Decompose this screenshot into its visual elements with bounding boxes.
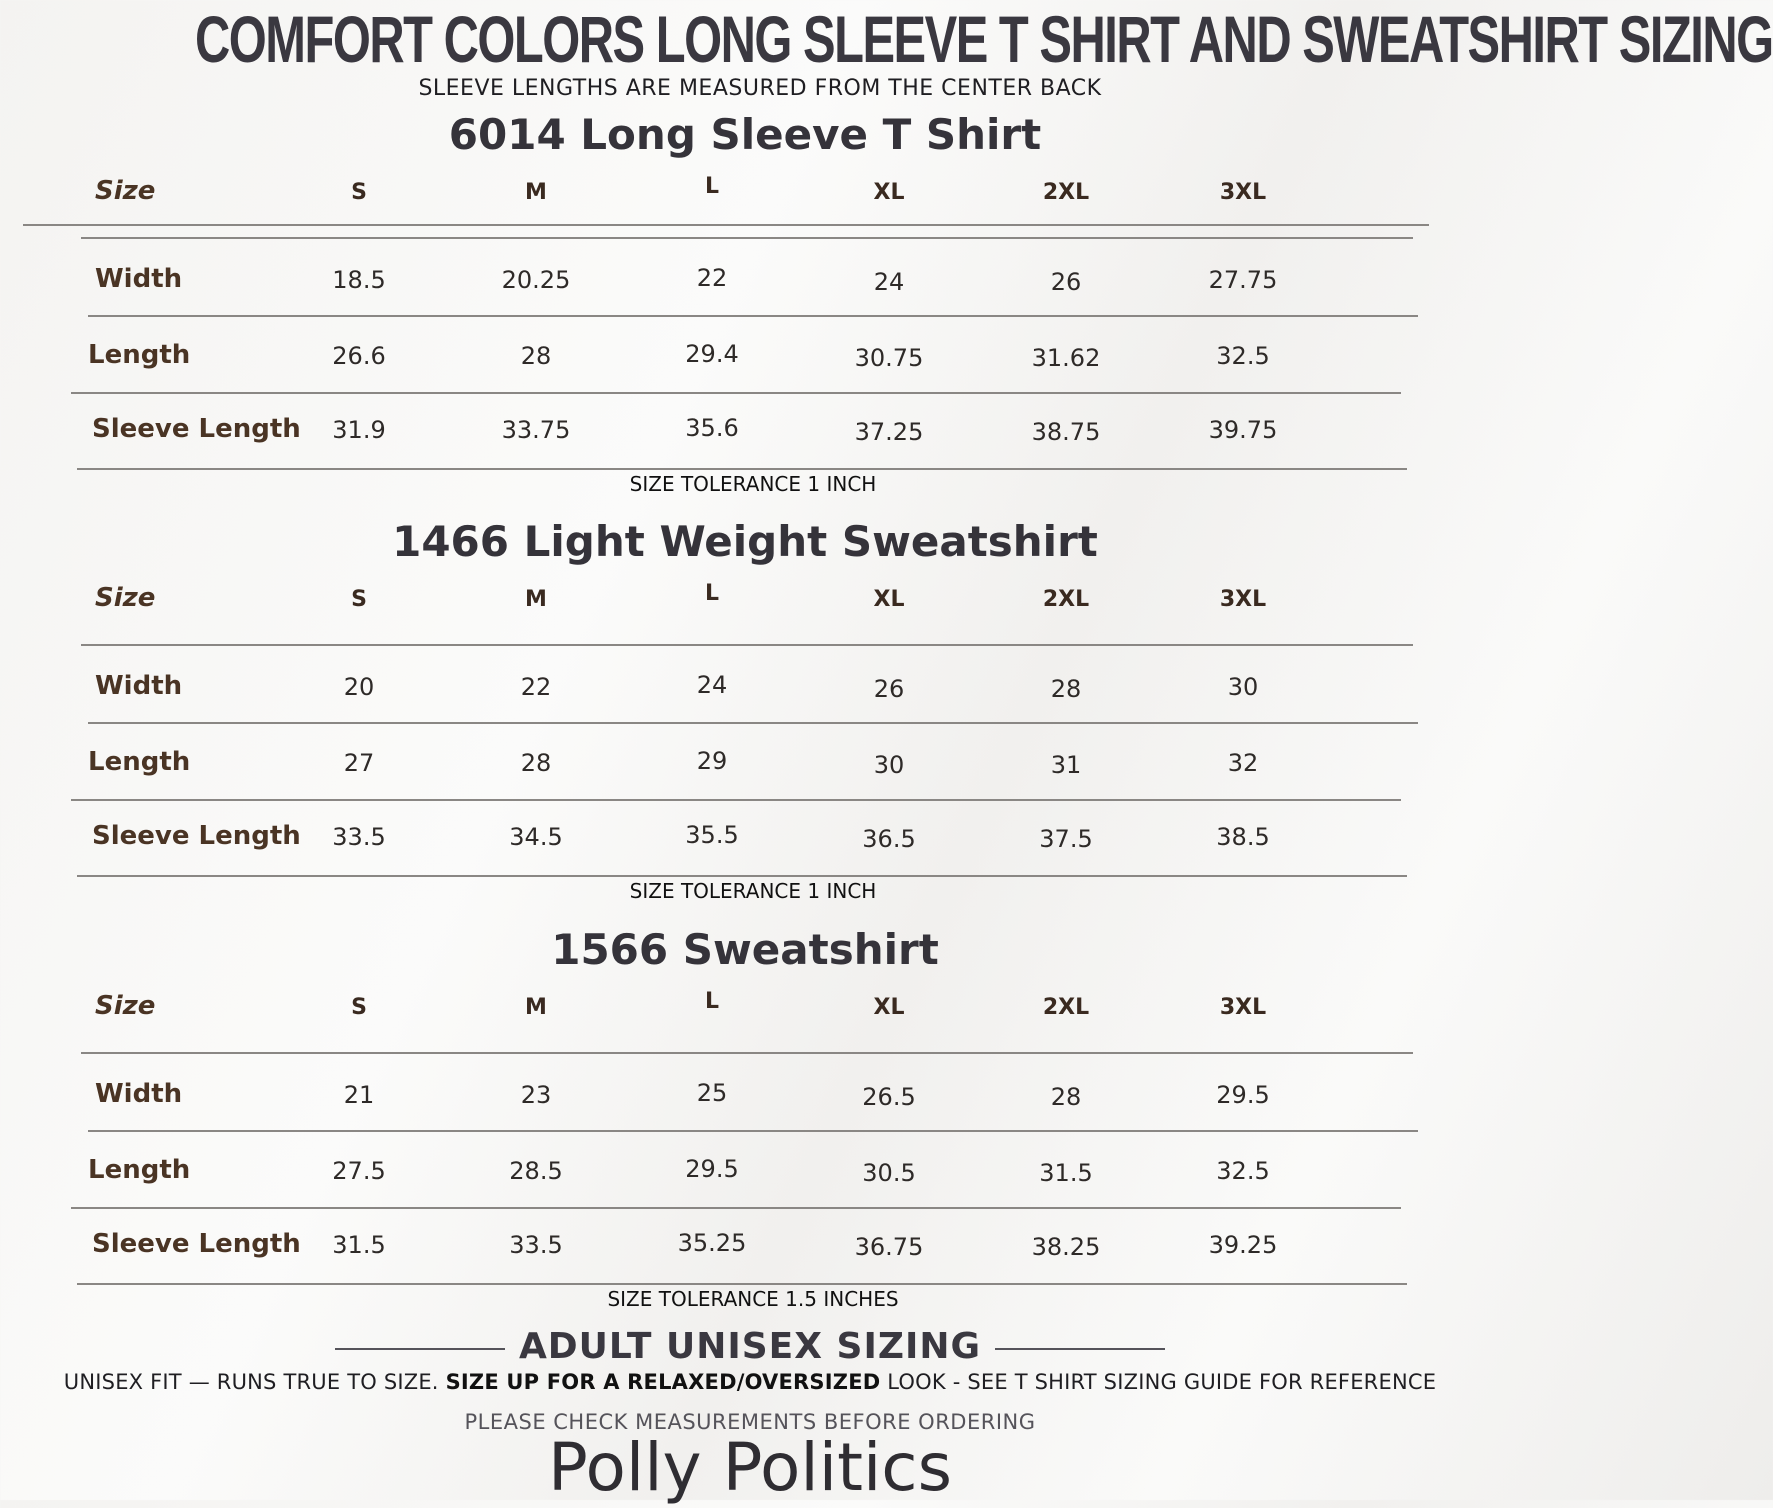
- size-header-3xl: 3XL: [1219, 995, 1267, 1020]
- table-cell: 26.5: [862, 1083, 916, 1111]
- table-cell: 33.75: [501, 416, 571, 444]
- table-cell: 27: [343, 749, 375, 777]
- size-header-xl: XL: [873, 180, 905, 205]
- unisex-note-end: LOOK - SEE T SHIRT SIZING GUIDE FOR REFERENCE: [880, 1370, 1437, 1394]
- table-cell: 32.5: [1216, 1157, 1270, 1185]
- table-cell: 37.5: [1039, 825, 1093, 853]
- table-title: 1566 Sweatshirt: [551, 925, 939, 974]
- unisex-note-start: UNISEX FIT — RUNS TRUE TO SIZE.: [63, 1370, 446, 1394]
- row-label-length: Length: [88, 340, 191, 370]
- size-header-xl: XL: [873, 995, 905, 1020]
- row-rule: [71, 392, 1401, 394]
- brand-name: Polly Politics: [548, 1429, 952, 1506]
- table-cell: 28: [1050, 675, 1082, 703]
- size-column-label: Size: [95, 176, 156, 206]
- table-title: 6014 Long Sleeve T Shirt: [448, 110, 1042, 159]
- table-cell: 38.25: [1031, 1233, 1101, 1261]
- header-rule: [81, 1052, 1413, 1054]
- row-rule: [71, 1207, 1401, 1209]
- size-header-m: M: [525, 587, 547, 612]
- table-cell: 22: [520, 673, 552, 701]
- size-header-m: M: [525, 180, 547, 205]
- table-cell: 26.6: [332, 342, 386, 370]
- size-header-s: S: [351, 587, 367, 612]
- size-header-3xl: 3XL: [1219, 180, 1267, 205]
- row-label-sleeve-length: Sleeve Length: [92, 1229, 301, 1259]
- unisex-note: [0, 1370, 1500, 1394]
- table-cell: 27.75: [1208, 266, 1278, 294]
- size-header-s: S: [351, 995, 367, 1020]
- table-cell: 25: [696, 1079, 728, 1107]
- table-cell: 31.5: [332, 1231, 386, 1259]
- table-cell: 30.5: [862, 1159, 916, 1187]
- table-cell: 28: [520, 342, 552, 370]
- table-cell: 21: [343, 1081, 375, 1109]
- table-cell: 30: [873, 751, 905, 779]
- table-cell: 33.5: [509, 1231, 563, 1259]
- row-label-width: Width: [95, 1079, 183, 1109]
- size-header-l: L: [704, 581, 720, 606]
- row-rule: [77, 468, 1407, 470]
- heading-divider-right: [995, 1348, 1165, 1350]
- table-cell: 28.5: [509, 1157, 563, 1185]
- table-cell: 31.5: [1039, 1159, 1093, 1187]
- table-cell: 29: [696, 747, 728, 775]
- header-rule-secondary: [81, 237, 1413, 239]
- row-label-sleeve-length: Sleeve Length: [92, 821, 301, 851]
- table-cell: 36.5: [862, 825, 916, 853]
- table-cell: 38.5: [1216, 823, 1270, 851]
- table-cell: 35.6: [685, 414, 739, 442]
- table-cell: 29.5: [1216, 1081, 1270, 1109]
- table-cell: 38.75: [1031, 418, 1101, 446]
- row-rule: [71, 799, 1401, 801]
- table-cell: 30.75: [854, 344, 924, 372]
- table-cell: 26: [873, 675, 905, 703]
- row-rule: [77, 875, 1407, 877]
- table-cell: 31.9: [332, 416, 386, 444]
- table-cell: 36.75: [854, 1233, 924, 1261]
- table-cell: 39.75: [1208, 416, 1278, 444]
- row-label-width: Width: [95, 671, 183, 701]
- size-header-l: L: [704, 989, 720, 1014]
- row-rule: [88, 1130, 1418, 1132]
- unisex-note-bold: SIZE UP FOR A RELAXED/OVERSIZED: [445, 1370, 881, 1394]
- table-cell: 22: [696, 264, 728, 292]
- size-header-2xl: 2XL: [1042, 995, 1090, 1020]
- page-title: COMFORT COLORS LONG SLEEVE T SHIRT AND SWEATSHIRT SIZING: [195, 2, 1773, 76]
- size-header-m: M: [525, 995, 547, 1020]
- table-cell: 24: [873, 268, 905, 296]
- table-cell: 34.5: [509, 823, 563, 851]
- unisex-heading: ADULT UNISEX SIZING: [518, 1326, 982, 1367]
- page-subtitle: SLEEVE LENGTHS ARE MEASURED FROM THE CENTER BACK: [418, 76, 1102, 101]
- row-rule: [88, 315, 1418, 317]
- table-cell: 29.4: [685, 340, 739, 368]
- table-cell: 30: [1227, 673, 1259, 701]
- table-cell: 28: [1050, 1083, 1082, 1111]
- size-column-label: Size: [95, 583, 156, 613]
- header-rule: [81, 644, 1413, 646]
- row-label-length: Length: [88, 1155, 191, 1185]
- table-cell: 20: [343, 673, 375, 701]
- table-cell: 23: [520, 1081, 552, 1109]
- table-cell: 31.62: [1031, 344, 1101, 372]
- header-rule: [23, 224, 1429, 226]
- row-rule: [77, 1283, 1407, 1285]
- size-header-xl: XL: [873, 587, 905, 612]
- table-title: 1466 Light Weight Sweatshirt: [392, 517, 1098, 566]
- row-label-length: Length: [88, 747, 191, 777]
- size-header-2xl: 2XL: [1042, 587, 1090, 612]
- size-header-s: S: [351, 180, 367, 205]
- size-tolerance: SIZE TOLERANCE 1.5 INCHES: [607, 1287, 899, 1311]
- table-cell: 26: [1050, 268, 1082, 296]
- table-cell: 27.5: [332, 1157, 386, 1185]
- table-cell: 33.5: [332, 823, 386, 851]
- table-cell: 29.5: [685, 1155, 739, 1183]
- table-cell: 31: [1050, 751, 1082, 779]
- table-cell: 39.25: [1208, 1231, 1278, 1259]
- size-header-2xl: 2XL: [1042, 180, 1090, 205]
- table-cell: 35.5: [685, 821, 739, 849]
- table-cell: 35.25: [677, 1229, 747, 1257]
- table-cell: 32: [1227, 749, 1259, 777]
- size-column-label: Size: [95, 991, 156, 1021]
- row-rule: [88, 722, 1418, 724]
- table-cell: 24: [696, 671, 728, 699]
- table-cell: 18.5: [332, 266, 386, 294]
- size-header-l: L: [704, 174, 720, 199]
- table-cell: 37.25: [854, 418, 924, 446]
- size-tolerance: SIZE TOLERANCE 1 INCH: [629, 472, 877, 496]
- table-cell: 20.25: [501, 266, 571, 294]
- check-measurements-note: PLEASE CHECK MEASUREMENTS BEFORE ORDERING: [464, 1410, 1036, 1434]
- size-tolerance: SIZE TOLERANCE 1 INCH: [629, 879, 877, 903]
- size-header-3xl: 3XL: [1219, 587, 1267, 612]
- row-label-sleeve-length: Sleeve Length: [92, 414, 301, 444]
- table-cell: 32.5: [1216, 342, 1270, 370]
- table-cell: 28: [520, 749, 552, 777]
- row-label-width: Width: [95, 264, 183, 294]
